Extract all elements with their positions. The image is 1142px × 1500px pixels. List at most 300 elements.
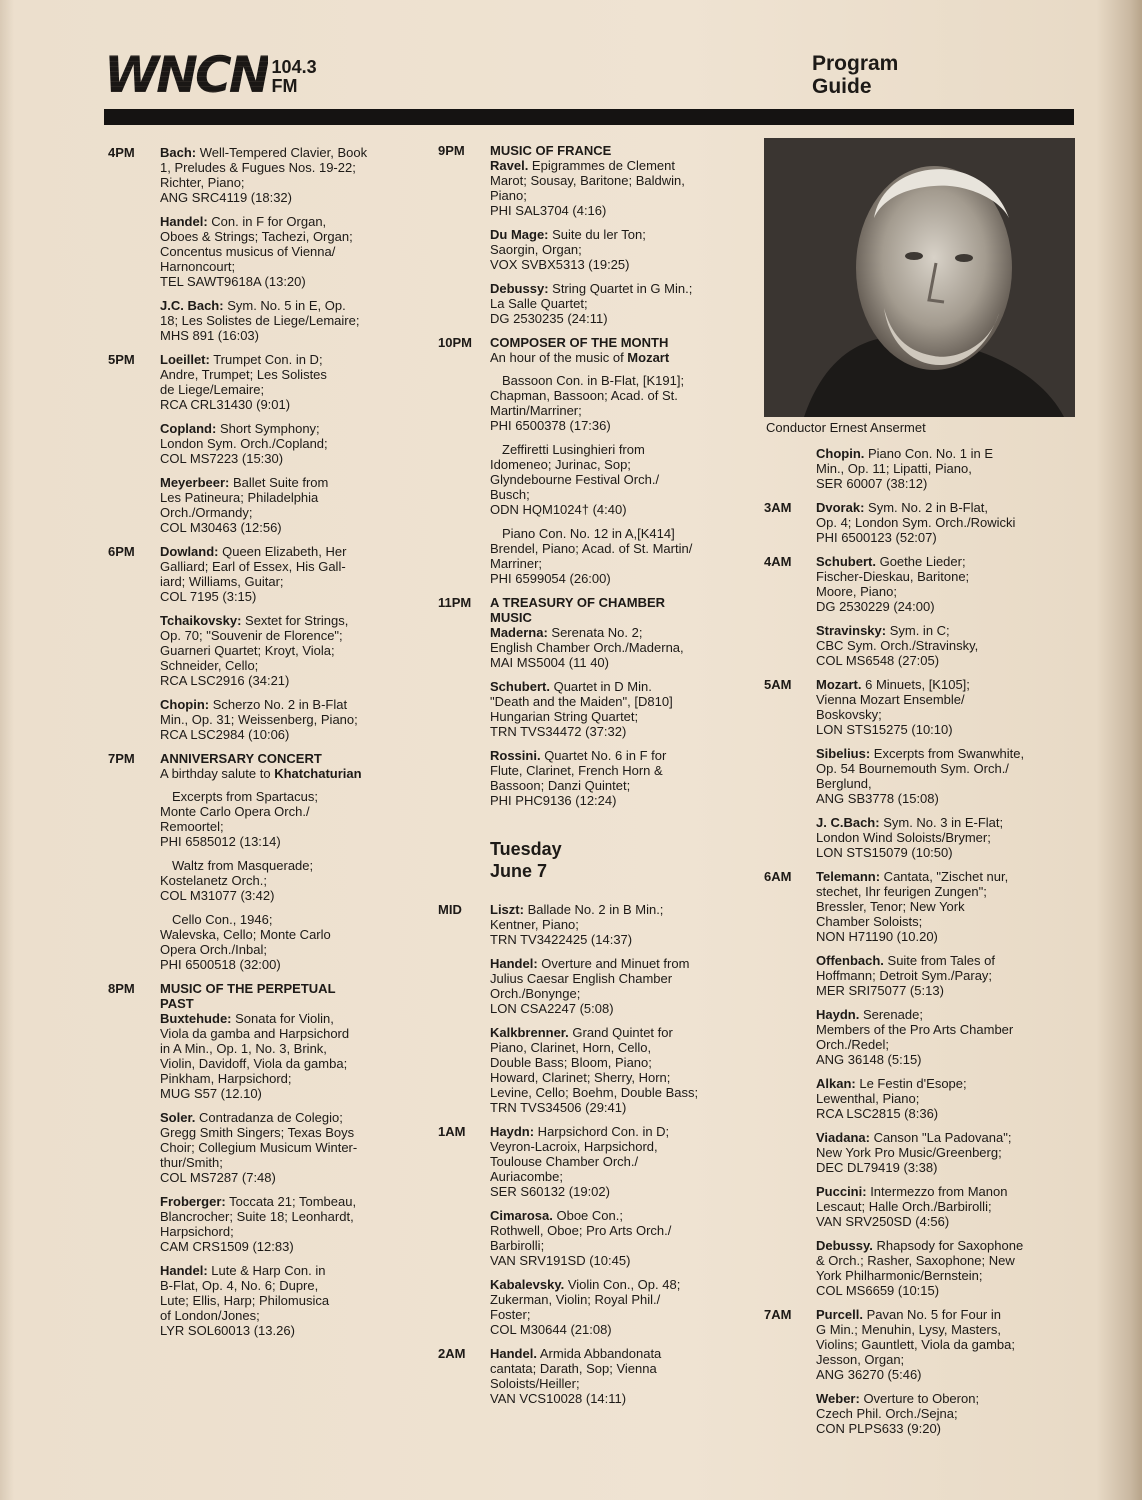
entry-text: Boskovsky; <box>816 707 882 722</box>
page-title-line1: Program <box>812 52 899 75</box>
entry-text: Short Symphony; <box>216 421 320 436</box>
entry-line <box>490 281 738 296</box>
entry-line <box>490 203 738 218</box>
entry-text: Quartet in D Min. <box>549 679 652 694</box>
entry-text: CBC Sym. Orch./Stravinsky, <box>816 638 979 653</box>
program-entry <box>816 623 1074 668</box>
entry-text: Concentus musicus of Vienna/ <box>160 244 336 259</box>
entry-text: Double Bass; Bloom, Piano; <box>490 1055 652 1070</box>
entry-line <box>160 436 398 451</box>
program-entry <box>816 1130 1074 1175</box>
entry-text: Richter, Piano; <box>160 175 245 190</box>
entry-text: Excerpts from Swanwhite, <box>870 746 1025 761</box>
entry-line <box>490 655 738 670</box>
entry-line <box>160 643 398 658</box>
entry-line <box>816 791 1074 806</box>
entry-line <box>816 1238 1074 1253</box>
entry-text: Piano, Clarinet, Horn, Cello, <box>490 1040 652 1055</box>
entry-line <box>816 446 1074 461</box>
slot-subheading <box>490 350 738 365</box>
time-slot <box>108 544 398 742</box>
program-entry <box>490 373 738 433</box>
entry-line <box>490 472 738 487</box>
time-slot <box>764 554 1074 668</box>
entry-composer: Bach: <box>160 145 197 160</box>
program-entry <box>490 1208 738 1268</box>
entry-line <box>160 888 398 903</box>
program-entry <box>490 1124 738 1199</box>
entry-text: COL MS7287 (7:48) <box>160 1170 276 1185</box>
entry-text: Toulouse Chamber Orch./ <box>490 1154 639 1169</box>
entry-line <box>160 628 398 643</box>
entry-composer: Schubert. <box>816 554 876 569</box>
entry-line <box>490 1055 738 1070</box>
subheading-featured: Khatchaturian <box>274 766 362 781</box>
program-entry <box>816 446 1074 491</box>
entry-line <box>490 388 738 403</box>
entry-line <box>490 418 738 433</box>
entry-line <box>490 625 738 640</box>
entry-text: PHI 6585012 (13:14) <box>160 834 281 849</box>
program-entry <box>160 475 398 535</box>
page-title <box>812 52 898 98</box>
program-entry <box>160 145 398 205</box>
entry-text: Saorgin, Organ; <box>490 242 582 257</box>
entry-text: Opera Orch./Inbal; <box>160 942 267 957</box>
entry-text: Brendel, Piano; Acad. of St. Martin/ <box>490 541 693 556</box>
entry-text: MAI MS5004 (11 40) <box>490 655 609 670</box>
time-slot <box>438 595 738 808</box>
entry-text: NON H71190 (10.20) <box>816 929 938 944</box>
entry-text: Berglund, <box>816 776 872 791</box>
entry-text: Harpsichord Con. in D; <box>534 1124 670 1139</box>
entry-line <box>490 1223 738 1238</box>
program-entry <box>160 1194 398 1254</box>
program-entry <box>816 1307 1074 1382</box>
entry-line <box>816 1214 1074 1229</box>
entry-line <box>160 160 398 175</box>
entry-line <box>490 986 738 1001</box>
entry-line <box>816 1421 1074 1436</box>
entry-text: 1, Preludes & Fugues Nos. 19-22; <box>160 160 356 175</box>
program-entry <box>816 869 1074 944</box>
entry-text: Lewenthal, Piano; <box>816 1091 920 1106</box>
entry-line <box>490 971 738 986</box>
entry-line <box>490 1208 738 1223</box>
entry-line <box>490 571 738 586</box>
entry-line <box>816 884 1074 899</box>
entry-text: York Philharmonic/Bernstein; <box>816 1268 983 1283</box>
entry-line <box>160 673 398 688</box>
program-entry <box>160 697 398 742</box>
schedule-column-3 <box>764 446 1074 1445</box>
time-slot <box>438 1346 738 1406</box>
entry-line <box>160 819 398 834</box>
entry-line <box>160 259 398 274</box>
entry-line <box>816 692 1074 707</box>
entry-text: Armida Abbandonata <box>536 1346 662 1361</box>
entry-composer: Haydn. <box>816 1007 860 1022</box>
entry-text: PHI 6500378 (17:36) <box>490 418 611 433</box>
schedule-column-2 <box>438 143 738 1415</box>
entry-text: Queen Elizabeth, Her <box>218 544 347 559</box>
day-heading <box>490 838 738 882</box>
slot-time: 4PM <box>108 145 135 160</box>
entry-line <box>490 526 738 541</box>
program-entry <box>160 1263 398 1338</box>
program-entry <box>816 1007 1074 1067</box>
entry-text: Sym. No. 2 in B-Flat, <box>864 500 988 515</box>
entry-line <box>490 457 738 472</box>
entry-line <box>816 1007 1074 1022</box>
entry-line <box>816 761 1074 776</box>
entry-line <box>816 1406 1074 1421</box>
entry-line <box>160 927 398 942</box>
entry-text: COL M31077 (3:42) <box>160 888 275 903</box>
entry-text: RCA LSC2815 (8:36) <box>816 1106 939 1121</box>
entry-text: Waltz from Masquerade; <box>172 858 314 873</box>
entry-line <box>816 1307 1074 1322</box>
slot-time: 1AM <box>438 1124 466 1139</box>
entry-line <box>816 461 1074 476</box>
entry-composer: Dvorak: <box>816 500 865 515</box>
entry-line <box>160 505 398 520</box>
entry-text: TRN TVS34506 (29:41) <box>490 1100 627 1115</box>
entry-text: Sym. No. 5 in E, Op. <box>223 298 346 313</box>
entry-composer: Sibelius: <box>816 746 871 761</box>
program-entry <box>490 956 738 1016</box>
entry-text: Kentner, Piano; <box>490 917 579 932</box>
entry-composer: Tchaikovsky: <box>160 613 242 628</box>
entry-line <box>816 953 1074 968</box>
entry-text: G Min.; Menuhin, Lysy, Masters, <box>816 1322 1001 1337</box>
entry-line <box>490 1238 738 1253</box>
program-entry <box>816 746 1074 806</box>
entry-text: Zeffiretti Lusinghieri from <box>502 442 645 457</box>
entry-text: Excerpts from Spartacus; <box>172 789 318 804</box>
time-slot <box>764 500 1074 545</box>
entry-line <box>490 679 738 694</box>
entry-composer: Kalkbrenner. <box>490 1025 569 1040</box>
entry-composer: Chopin. <box>816 446 865 461</box>
entry-text: Ballade No. 2 in B Min.; <box>523 902 664 917</box>
entry-line <box>160 1278 398 1293</box>
entry-line <box>160 1170 398 1185</box>
entry-line <box>160 175 398 190</box>
entry-line <box>816 899 1074 914</box>
program-entry <box>490 158 738 218</box>
entry-line <box>160 475 398 490</box>
entry-text: PHI 6500518 (32:00) <box>160 957 281 972</box>
entry-line <box>490 442 738 457</box>
time-slot <box>108 751 398 972</box>
program-entry <box>490 748 738 808</box>
entry-composer: Debussy: <box>490 281 549 296</box>
slot-time: 10PM <box>438 335 472 350</box>
entry-line <box>490 1124 738 1139</box>
slot-time: 3AM <box>764 500 792 515</box>
entry-text: Grand Quintet for <box>568 1025 673 1040</box>
entry-text: CON PLPS633 (9:20) <box>816 1421 942 1436</box>
program-entry <box>160 1011 398 1101</box>
entry-text: de Liege/Lemaire; <box>160 382 265 397</box>
entry-line <box>816 722 1074 737</box>
entry-composer: Maderna: <box>490 625 548 640</box>
entry-line <box>490 917 738 932</box>
entry-composer: Telemann: <box>816 869 881 884</box>
entry-text: Violin, Davidoff, Viola da gamba; <box>160 1056 348 1071</box>
entry-text: Guarneri Quartet; Kroyt, Viola; <box>160 643 335 658</box>
entry-text: Fischer-Dieskau, Baritone; <box>816 569 970 584</box>
program-entry <box>160 298 398 343</box>
program-entry <box>490 442 738 517</box>
entry-text: MUG S57 (12.10) <box>160 1086 262 1101</box>
entry-line <box>490 1001 738 1016</box>
entry-line <box>490 1391 738 1406</box>
entry-text: Harnoncourt; <box>160 259 236 274</box>
entry-line <box>816 1052 1074 1067</box>
entry-text: Schneider, Cello; <box>160 658 259 673</box>
entry-line <box>160 328 398 343</box>
entry-line <box>816 1253 1074 1268</box>
entry-text: Czech Phil. Orch./Sejna; <box>816 1406 958 1421</box>
photo-caption: Conductor Ernest Ansermet <box>766 420 926 435</box>
entry-line <box>160 697 398 712</box>
subheading-featured: Mozart <box>627 350 670 365</box>
entry-line <box>816 1199 1074 1214</box>
program-entry <box>490 227 738 272</box>
slot-time: 5AM <box>764 677 792 692</box>
slot-time: 6AM <box>764 869 792 884</box>
entry-text: Monte Carlo Opera Orch./ <box>160 804 310 819</box>
entry-text: Gregg Smith Singers; Texas Boys <box>160 1125 355 1140</box>
entry-text: Trumpet Con. in D; <box>209 352 323 367</box>
entry-line <box>816 1106 1074 1121</box>
entry-line <box>816 968 1074 983</box>
entry-line <box>160 1293 398 1308</box>
entry-text: Hungarian String Quartet; <box>490 709 639 724</box>
entry-text: Chapman, Bassoon; Acad. of St. <box>490 388 678 403</box>
entry-text: ANG 36148 (5:15) <box>816 1052 922 1067</box>
entry-line <box>816 653 1074 668</box>
entry-line <box>160 1239 398 1254</box>
entry-text: LON STS15275 (10:10) <box>816 722 953 737</box>
slot-subheading <box>160 766 398 781</box>
entry-line <box>816 1145 1074 1160</box>
program-entry <box>816 1391 1074 1436</box>
program-entry <box>160 858 398 903</box>
entry-text: TEL SAWT9618A (13:20) <box>160 274 306 289</box>
entry-composer: Kabalevsky. <box>490 1277 565 1292</box>
entry-line <box>160 1026 398 1041</box>
entry-line <box>160 658 398 673</box>
entry-text: Sextet for Strings, <box>241 613 349 628</box>
entry-line <box>490 487 738 502</box>
entry-line <box>490 502 738 517</box>
entry-line <box>816 1076 1074 1091</box>
slot-time: 11PM <box>438 595 472 610</box>
entry-text: SER 60007 (38:12) <box>816 476 928 491</box>
entry-line <box>816 929 1074 944</box>
entry-line <box>816 476 1074 491</box>
entry-text: Suite du ler Ton; <box>548 227 646 242</box>
entry-composer: Purcell. <box>816 1307 863 1322</box>
entry-text: Rothwell, Oboe; Pro Arts Orch./ <box>490 1223 672 1238</box>
entry-line <box>160 544 398 559</box>
entry-text: ANG SB3778 (15:08) <box>816 791 939 806</box>
entry-line <box>160 712 398 727</box>
entry-line <box>160 352 398 367</box>
entry-text: Violins; Gauntlett, Viola da gamba; <box>816 1337 1015 1352</box>
program-entry <box>816 815 1074 860</box>
entry-line <box>160 873 398 888</box>
time-slot <box>764 1307 1074 1436</box>
entry-text: & Orch.; Rasher, Saxophone; New <box>816 1253 1015 1268</box>
entry-line <box>816 1091 1074 1106</box>
entry-line <box>160 942 398 957</box>
entry-line <box>160 274 398 289</box>
entry-text: Canson "La Padovana"; <box>869 1130 1012 1145</box>
entry-text: Overture to Oberon; <box>859 1391 980 1406</box>
entry-text: Barbirolli; <box>490 1238 545 1253</box>
entry-text: Bassoon Con. in B-Flat, [K191]; <box>502 373 685 388</box>
entry-text: London Sym. Orch./Copland; <box>160 436 328 451</box>
entry-line <box>160 229 398 244</box>
slot-time: 5PM <box>108 352 135 367</box>
entry-text: Harpsichord; <box>160 1224 234 1239</box>
entry-text: Con. in F for Organ, <box>207 214 327 229</box>
entry-text: Levine, Cello; Boehm, Double Bass; <box>490 1085 699 1100</box>
entry-line <box>816 707 1074 722</box>
entry-line <box>490 1169 738 1184</box>
entry-line <box>160 1125 398 1140</box>
entry-line <box>490 1277 738 1292</box>
program-entry <box>160 1110 398 1185</box>
entry-text: Soloists/Heiller; <box>490 1376 580 1391</box>
conductor-photo <box>764 138 1075 417</box>
entry-text: 6 Minuets, [K105]; <box>861 677 970 692</box>
entry-text: Members of the Pro Arts Chamber <box>816 1022 1014 1037</box>
entry-line <box>160 727 398 742</box>
entry-text: Contradanza de Colegio; <box>195 1110 343 1125</box>
time-slot <box>108 352 398 535</box>
entry-line <box>160 574 398 589</box>
program-entry <box>490 1346 738 1406</box>
entry-text: Flute, Clarinet, French Horn & <box>490 763 663 778</box>
entry-text: Goethe Lieder; <box>875 554 966 569</box>
program-entry <box>160 613 398 688</box>
entry-text: Op. 54 Bournemouth Sym. Orch./ <box>816 761 1009 776</box>
program-entry <box>160 214 398 289</box>
entry-text: COL MS6548 (27:05) <box>816 653 940 668</box>
entry-line <box>490 1361 738 1376</box>
entry-text: Veyron-Lacroix, Harpsichord, <box>490 1139 658 1154</box>
entry-text: thur/Smith; <box>160 1155 223 1170</box>
entry-line <box>490 1139 738 1154</box>
entry-text: TRN TV3422425 (14:37) <box>490 932 633 947</box>
entry-line <box>490 1154 738 1169</box>
entry-composer: Dowland: <box>160 544 219 559</box>
entry-line <box>490 242 738 257</box>
entry-text: Piano Con. No. 12 in A,[K414] <box>502 526 675 541</box>
entry-line <box>160 451 398 466</box>
entry-line <box>490 709 738 724</box>
entry-line <box>490 188 738 203</box>
program-entry <box>816 1076 1074 1121</box>
entry-line <box>160 1110 398 1125</box>
entry-text: ODN HQM1024† (4:40) <box>490 502 627 517</box>
entry-line <box>160 397 398 412</box>
entry-text: Le Festin d'Esope; <box>855 1076 967 1091</box>
entry-text: Blancrocher; Suite 18; Leonhardt, <box>160 1209 354 1224</box>
entry-line <box>490 1085 738 1100</box>
entry-line <box>160 1140 398 1155</box>
entry-line <box>816 845 1074 860</box>
entry-composer: J.C. Bach: <box>160 298 224 313</box>
program-entry <box>160 789 398 849</box>
entry-text: Hoffmann; Detroit Sym./Paray; <box>816 968 993 983</box>
entry-text: Well-Tempered Clavier, Book <box>196 145 368 160</box>
entry-text: of London/Jones; <box>160 1308 260 1323</box>
entry-line <box>816 1130 1074 1145</box>
entry-composer: Puccini: <box>816 1184 867 1199</box>
entry-text: Moore, Piano; <box>816 584 897 599</box>
program-entry <box>816 953 1074 998</box>
entry-line <box>160 1263 398 1278</box>
entry-text: Kostelanetz Orch.; <box>160 873 267 888</box>
entry-line <box>816 623 1074 638</box>
slot-time: 9PM <box>438 143 465 158</box>
time-slot <box>108 981 398 1338</box>
entry-text: Marriner; <box>490 556 543 571</box>
entry-composer: Chopin: <box>160 697 210 712</box>
entry-line <box>160 1041 398 1056</box>
entry-line <box>490 763 738 778</box>
entry-line <box>816 530 1074 545</box>
entry-line <box>160 912 398 927</box>
entry-line <box>490 1322 738 1337</box>
entry-composer: Viadana: <box>816 1130 870 1145</box>
schedule-column-1 <box>108 145 398 1347</box>
entry-text: Idomeneo; Jurinac, Sop; <box>490 457 631 472</box>
entry-text: Epigrammes de Clement <box>528 158 675 173</box>
entry-text: TRN TVS34472 (37:32) <box>490 724 627 739</box>
entry-line <box>816 584 1074 599</box>
entry-composer: Loeillet: <box>160 352 210 367</box>
slot-heading: PAST <box>160 996 194 1011</box>
program-entry <box>160 421 398 466</box>
entry-line <box>160 1224 398 1239</box>
entry-text: Cantata, "Zischet nur, <box>880 869 1009 884</box>
entry-line <box>816 1037 1074 1052</box>
entry-text: DG 2530229 (24:00) <box>816 599 935 614</box>
entry-line <box>816 1322 1074 1337</box>
entry-text: Rhapsody for Saxophone <box>872 1238 1024 1253</box>
entry-text: VAN SRV250SD (4:56) <box>816 1214 950 1229</box>
entry-text: SER S60132 (19:02) <box>490 1184 610 1199</box>
entry-line <box>490 296 738 311</box>
entry-text: Suite from Tales of <box>883 953 995 968</box>
entry-line <box>816 830 1074 845</box>
entry-line <box>490 1040 738 1055</box>
entry-text: Bressler, Tenor; New York <box>816 899 965 914</box>
entry-text: Choir; Collegium Musicum Winter- <box>160 1140 358 1155</box>
entry-text: PHI 6500123 (52:07) <box>816 530 937 545</box>
entry-line <box>816 1184 1074 1199</box>
time-slot <box>108 145 398 343</box>
entry-text: B-Flat, Op. 4, No. 6; Dupre, <box>160 1278 319 1293</box>
entry-line <box>160 490 398 505</box>
